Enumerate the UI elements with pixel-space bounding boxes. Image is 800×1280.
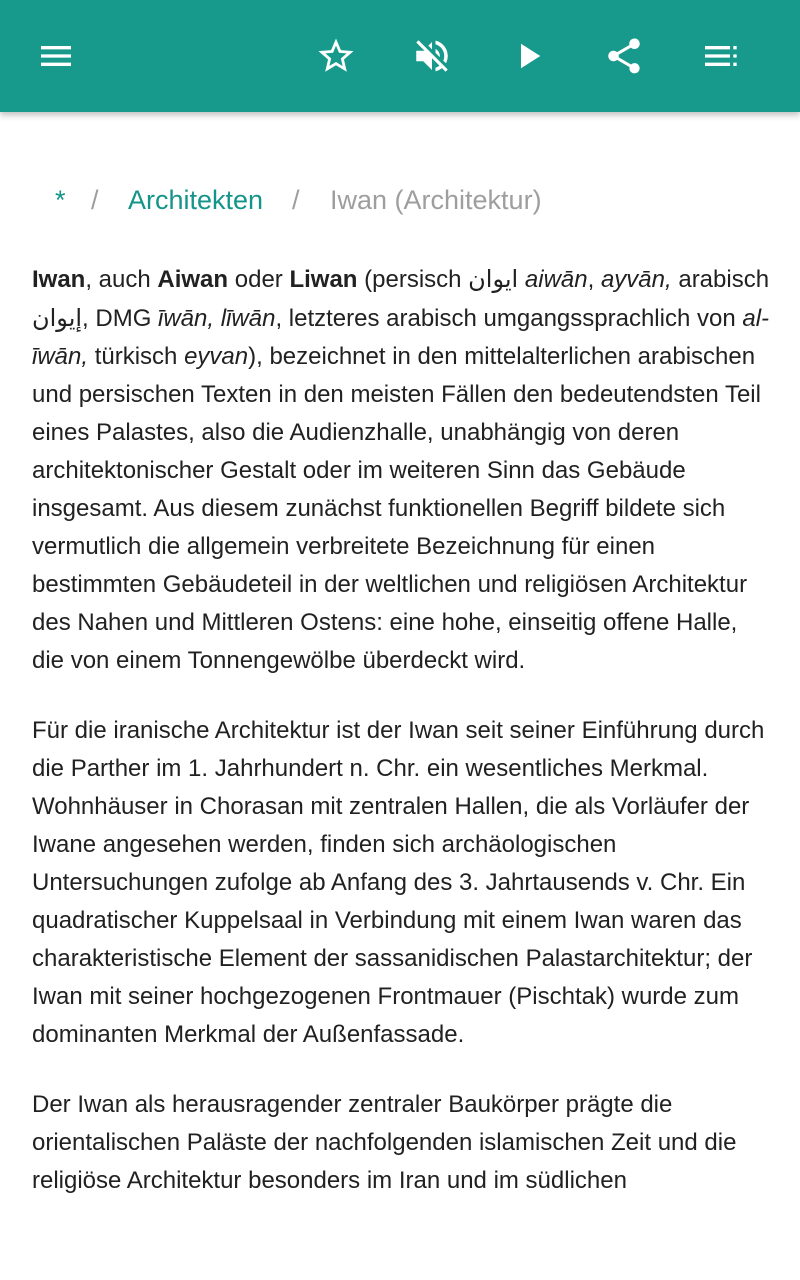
text-fragment: (persisch [357, 266, 469, 293]
share-icon [603, 35, 645, 77]
transliteration: ayvān, [600, 266, 672, 293]
star-outline-icon [315, 35, 357, 77]
article-body [32, 260, 772, 1232]
volume-off-icon [411, 35, 453, 77]
term-aiwan: Aiwan [157, 266, 229, 293]
article-paragraph: Der Iwan als herausragender zentraler Baukörper prägte die orientalischen Paläste der nachfolgenden islamischen Zeit und die religiöse Architektur besonders im Iran und im südlichen [32, 1091, 737, 1194]
transliteration: īwān, līwān [158, 305, 276, 332]
term-iwan: Iwan [32, 266, 86, 293]
list-icon [700, 36, 740, 76]
mute-button[interactable] [400, 24, 464, 88]
play-icon [507, 35, 549, 77]
breadcrumb-separator: / [292, 185, 300, 215]
arabic-script: إيوان [32, 304, 83, 332]
menu-icon [36, 36, 76, 76]
transliteration: al-īwān, [32, 305, 770, 370]
persian-script: ایوان [468, 265, 519, 293]
table-of-contents-button[interactable] [688, 24, 752, 88]
article-view [0, 112, 800, 1280]
text-fragment: arabisch [671, 266, 770, 293]
breadcrumb-category-link[interactable]: Architekten [128, 185, 264, 215]
breadcrumb-home-link[interactable]: * [55, 185, 66, 215]
text-fragment: oder [228, 266, 290, 293]
article-paragraph: Für die iranische Architektur ist der Iwan seit seiner Einführung durch die Parther im 1. Jahrhundert n. Chr. ein wesentliches Merkmal. Wohnhäuser in Chorasan mit zentralen Hallen, die als Vorläufer der Iwane angesehen werden, finden sich archäologischen Untersuchungen zufolge ab Anfang des 3. Jahrtausends v. Chr. Ein quadratischer Kuppelsaal in Verbindung mit einem Iwan waren das charakteristische Element der sassanidischen Palastarchitektur; der Iwan mit seiner hochgezogenen Frontmauer (Pischtak) wurde zum dominanten Merkmal der Außenfassade. [32, 717, 765, 1048]
breadcrumb-current: Iwan (Architektur) [330, 185, 542, 215]
app-toolbar [0, 0, 800, 112]
transliteration: aiwān [524, 266, 588, 293]
text-fragment: türkisch [88, 343, 185, 370]
text-fragment [518, 266, 525, 293]
breadcrumb-separator: / [91, 185, 99, 215]
text-fragment: ), bezeichnet in den mittelalterlichen arabischen und persischen Texten in den meisten Fällen den bedeutendsten Teil eines Palastes, also die Audienzhalle, unabhängig von deren architektonischer Gestalt oder im weiteren Sinn das Gebäude insgesamt. Aus diesem zunächst funktionellen Begriff bildete sich vermutlich die allgemein verbreitete Bezeichnung für einen bestimmten Gebäudeteil in der weltlichen und religiösen Architektur des Nahen und Mittleren Ostens: eine hohe, einseitig offene Halle, die von einem Tonnengewölbe überdeckt wird. [32, 343, 761, 674]
text-fragment: , DMG [82, 305, 159, 332]
favorite-button[interactable] [304, 24, 368, 88]
term-liwan: Liwan [289, 266, 358, 293]
text-fragment: , [587, 266, 601, 293]
menu-button[interactable] [24, 24, 88, 88]
share-button[interactable] [592, 24, 656, 88]
text-fragment: , letzteres arabisch umgangssprachlich von [275, 305, 743, 332]
transliteration: eyvan [184, 343, 249, 370]
article-paragraph [32, 260, 772, 680]
text-fragment: , auch [85, 266, 158, 293]
play-button[interactable] [496, 24, 560, 88]
